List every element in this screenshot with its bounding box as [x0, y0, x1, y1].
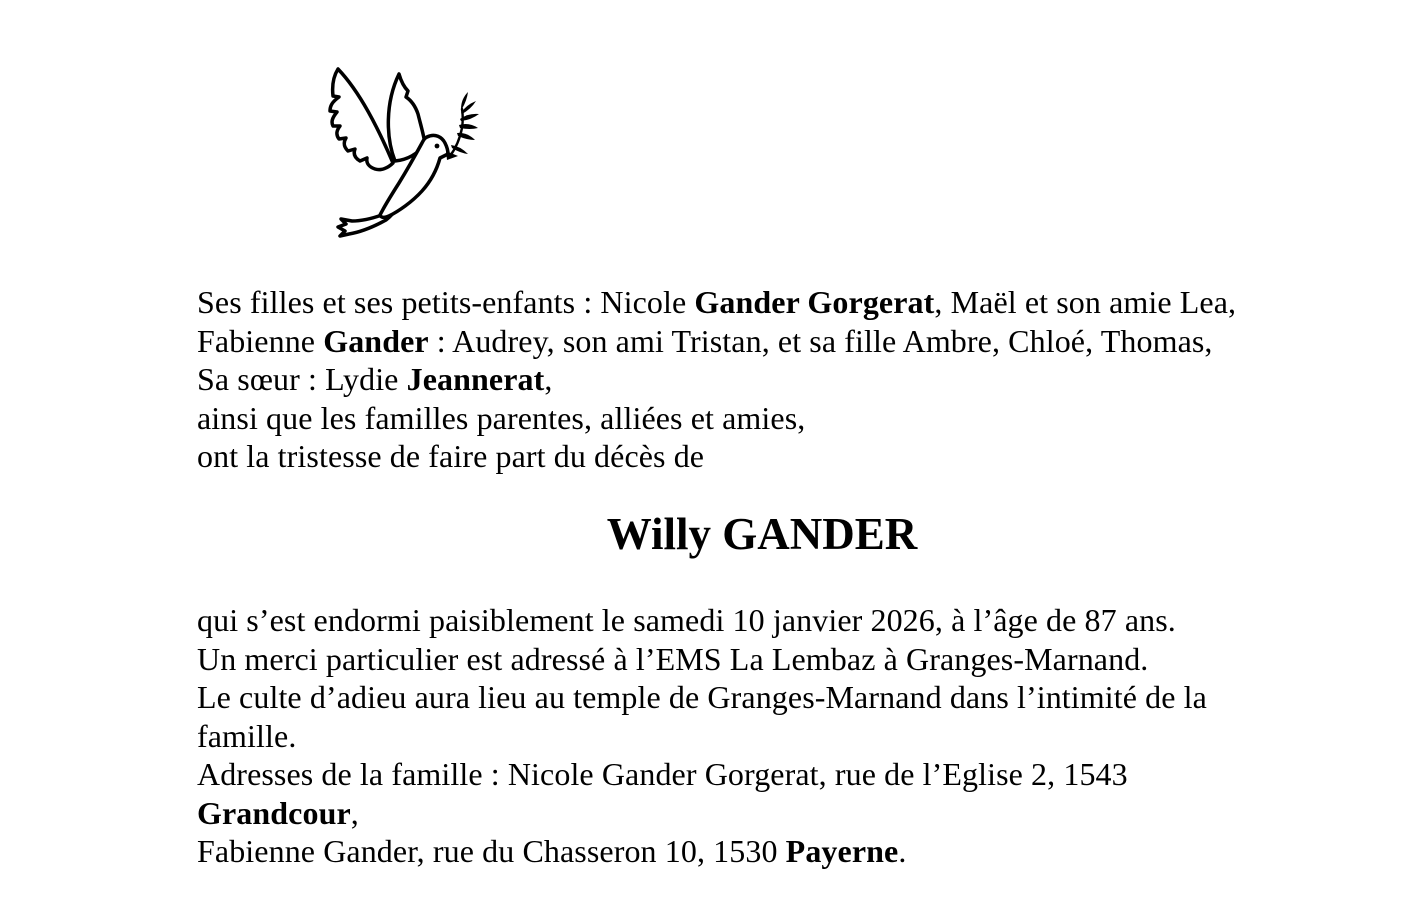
- text-segment-bold: Jeannerat: [406, 361, 545, 397]
- text-segment: Un merci particulier est adressé à l’EMS La Lembaz à Granges-Marnand.: [197, 640, 1149, 677]
- intro-line-5: [197, 437, 1236, 476]
- text-segment: .: [898, 833, 907, 869]
- text-segment: famille.: [197, 717, 297, 754]
- details-line-3: [197, 678, 1207, 717]
- dove-rear-wing: [330, 69, 393, 170]
- details-line-2: [197, 640, 1207, 679]
- details-line-5: [197, 755, 1207, 794]
- text-segment-bold: Payerne: [785, 833, 899, 869]
- text-segment: ainsi que les familles parentes, alliées et amies,: [197, 399, 806, 436]
- text-segment: ont la tristesse de faire part du décès de: [197, 438, 705, 474]
- text-segment: , Maël et son amie Lea,: [934, 284, 1237, 320]
- intro-line-4: [197, 399, 1236, 438]
- dove-with-olive-branch-icon: [328, 66, 482, 242]
- text-segment: Sa sœur : Lydie: [197, 361, 407, 397]
- text-segment: Fabienne: [197, 322, 324, 359]
- text-segment: : Audrey, son ami Tristan, et sa fille Ambre, Chloé, Thomas,: [428, 322, 1213, 359]
- intro-line-1: [197, 283, 1236, 322]
- details-line-6: [197, 794, 1207, 833]
- intro-line-3: [197, 360, 1236, 399]
- text-segment: qui s’est endormi paisiblement le samedi 10 janvier 2026, à l’âge de 87 ans.: [197, 602, 1176, 638]
- text-segment: ,: [350, 794, 359, 831]
- text-segment-bold: Gander: [323, 322, 429, 359]
- details-line-7: [197, 832, 1207, 871]
- text-segment-bold: Gander Gorgerat: [694, 284, 935, 320]
- dove-icon: [328, 66, 482, 242]
- text-segment: Ses filles et ses petits-enfants : Nicole: [197, 284, 695, 320]
- text-segment: Adresses de la famille : Nicole Gander Gorgerat, rue de l’Eglise 2, 1543: [197, 756, 1128, 792]
- text-segment: Le culte d’adieu aura lieu au temple de Granges-Marnand dans l’intimité de la: [197, 679, 1207, 715]
- text-segment: Fabienne Gander, rue du Chasseron 10, 1530: [197, 833, 786, 869]
- intro-paragraph: [197, 283, 1236, 476]
- text-segment: ,: [544, 361, 553, 397]
- intro-line-2: [197, 322, 1236, 361]
- details-line-1: [197, 601, 1207, 640]
- text-segment-bold: Grandcour: [197, 794, 351, 831]
- olive-branch-icon: [450, 92, 479, 156]
- details-line-4: [197, 717, 1207, 756]
- details-paragraph: [197, 601, 1207, 871]
- dove-eye: [435, 144, 440, 149]
- deceased-name-title: Willy GANDER: [606, 509, 918, 559]
